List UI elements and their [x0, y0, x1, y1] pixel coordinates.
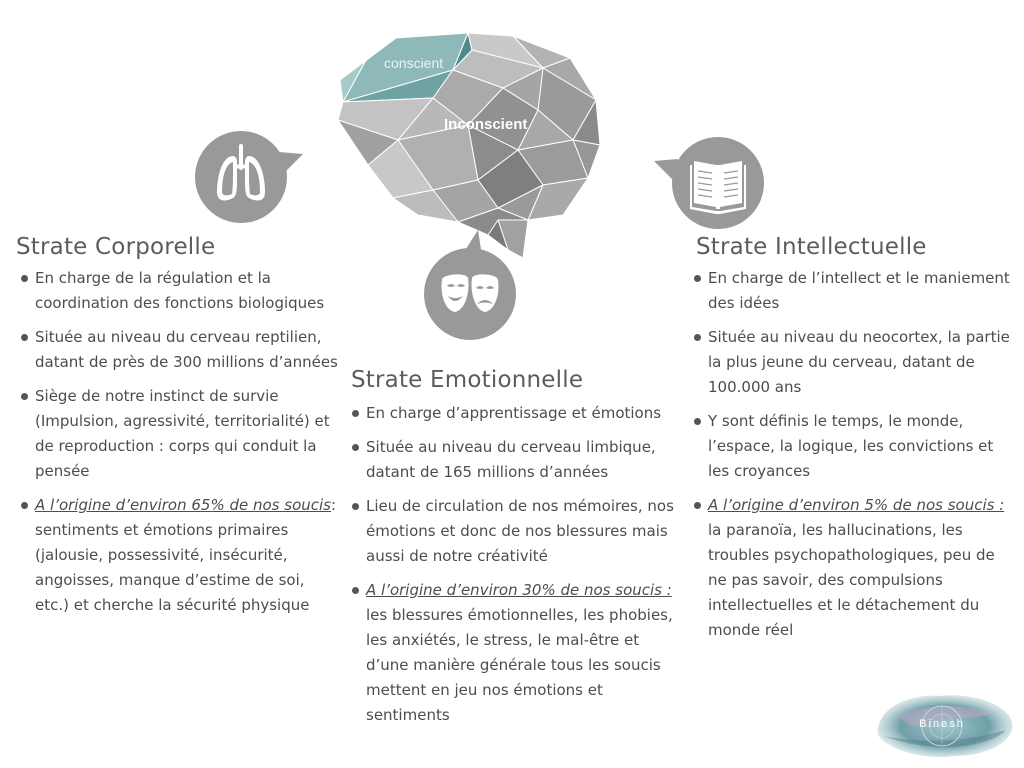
emotionnelle-title: Strate Emotionnelle: [351, 367, 584, 393]
intellectuelle-list: [691, 266, 1011, 652]
svg-text:Binesh: Binesh: [919, 718, 965, 730]
intellectuelle-item-1: En charge de l’intellect et le maniement des idées: [691, 266, 1011, 316]
lungs-icon: [195, 130, 305, 226]
corporelle-item-2: Située au niveau du cerveau reptilien, datant de près de 300 millions d’années: [18, 325, 338, 375]
corporelle-title: Strate Corporelle: [16, 234, 216, 260]
corporelle-origin-label: A l’origine d’environ 65% de nos soucis: [35, 496, 331, 514]
emotionnelle-item-4: [349, 578, 674, 728]
intellectuelle-item-4: [691, 493, 1011, 643]
emotionnelle-origin-label: A l’origine d’environ 30% de nos soucis :: [366, 581, 672, 599]
emotionnelle-item-1: En charge d’apprentissage et émotions: [349, 401, 674, 426]
emotionnelle-item-2: Située au niveau du cerveau limbique, datant de 165 millions d’années: [349, 435, 674, 485]
intellectuelle-origin-label: A l’origine d’environ 5% de nos soucis :: [708, 496, 1005, 514]
emotionnelle-item-3: Lieu de circulation de nos mémoires, nos émotions et donc de nos blessures mais aussi de notre créativité: [349, 494, 674, 569]
intellectuelle-origin-text: la paranoïa, les hallucinations, les troubles psychopathologiques, peu de ne pas savoir, des compulsions intellectuelles et le détachement du monde réel: [708, 521, 995, 639]
theater-masks-icon: [420, 228, 520, 344]
book-icon: [654, 135, 766, 231]
corporelle-origin-text: : sentiments et émotions primaires (jalousie, possessivité, insécurité, angoisses, manque d’estime de soi, etc.) et cherche la sécurité physique: [35, 496, 337, 614]
corporelle-list: [18, 266, 338, 627]
intellectuelle-item-3: Y sont définis le temps, le monde, l’espace, la logique, les convictions et les croyances: [691, 409, 1011, 484]
corporelle-item-4: [18, 493, 338, 618]
emotionnelle-origin-text: les blessures émotionnelles, les phobies, les anxiétés, le stress, le mal-être et d’une manière générale tous les soucis mettent en jeu nos émotions et sentiments: [366, 606, 673, 724]
intellectuelle-title: Strate Intellectuelle: [696, 234, 927, 260]
inconscient-label: Inconscient: [444, 116, 528, 133]
corporelle-item-3: Siège de notre instinct de survie (Impulsion, agressivité, territorialité) et de reproduction : corps qui conduit la pensée: [18, 384, 338, 484]
corporelle-item-1: En charge de la régulation et la coordination des fonctions biologiques: [18, 266, 338, 316]
binesh-logo: [870, 686, 1018, 762]
conscient-label: conscient: [384, 55, 444, 71]
emotionnelle-list: [349, 401, 674, 737]
intellectuelle-item-2: Située au niveau du neocortex, la partie la plus jeune du cerveau, datant de 100.000 ans: [691, 325, 1011, 400]
